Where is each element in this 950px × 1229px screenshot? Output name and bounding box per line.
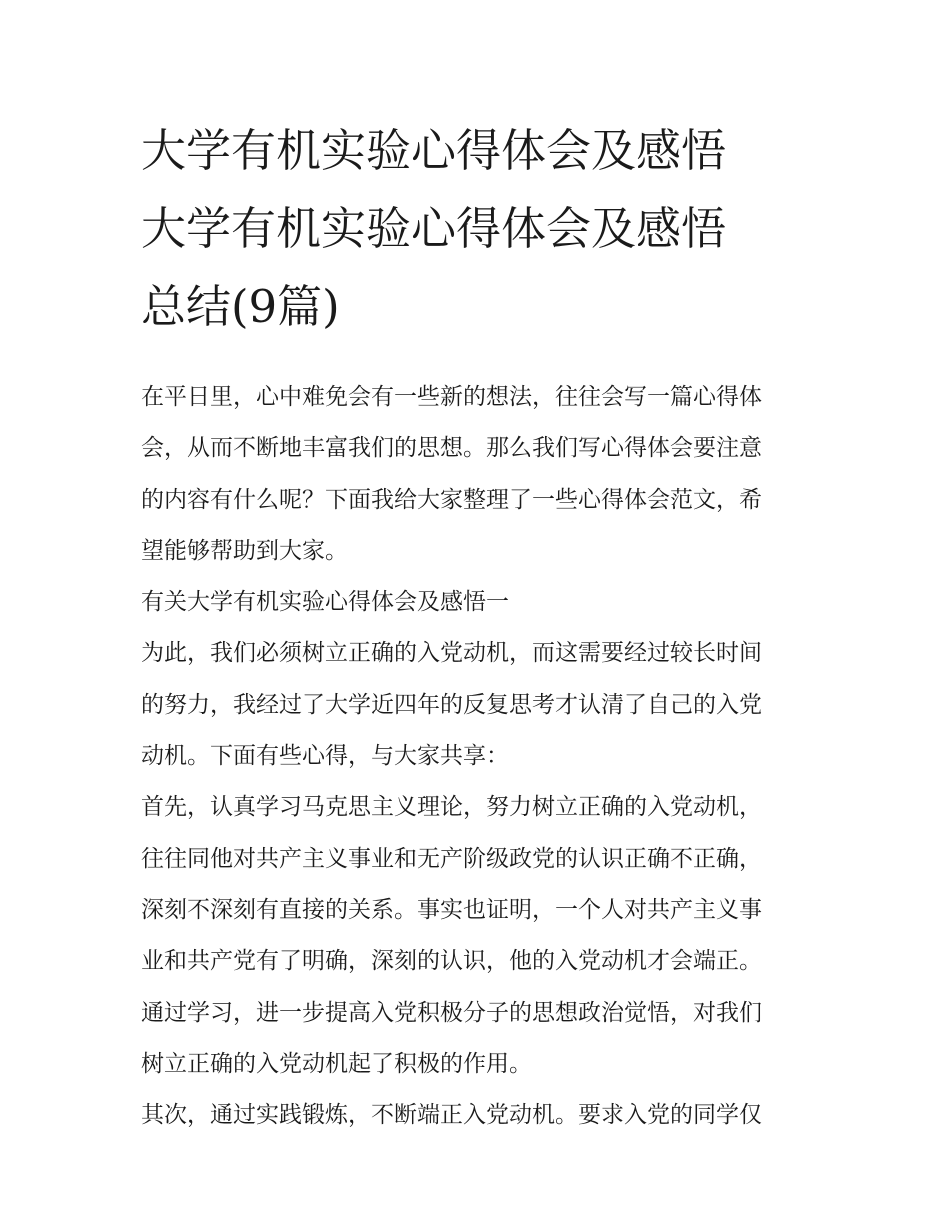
title-line-2: 大学有机实验心得体会及感悟 [141, 202, 727, 255]
text-line: 首先，认真学习马克思主义理论，努力树立正确的入党动机， [141, 794, 762, 821]
text-line: 会，从而不断地丰富我们的思想。那么我们写心得体会要注意 [141, 435, 762, 462]
text-line: 有关大学有机实验心得体会及感悟一 [141, 589, 509, 616]
document-body [141, 372, 813, 1141]
title-line-3: 总结(9篇) [141, 280, 340, 333]
text-line: 动机。下面有些心得，与大家共享： [141, 743, 509, 770]
title-line-1: 大学有机实验心得体会及感悟 [141, 124, 727, 177]
document-content [141, 112, 813, 1141]
text-line: 的努力，我经过了大学近四年的反复思考才认清了自己的入党 [141, 691, 762, 718]
section-heading [141, 577, 813, 628]
text-line: 为此，我们必须树立正确的入党动机，而这需要经过较长时间 [141, 640, 762, 667]
text-line: 的内容有什么呢？下面我给大家整理了一些心得体会范文，希 [141, 486, 762, 513]
document-title [141, 112, 813, 346]
text-line: 业和共产党有了明确，深刻的认识，他的入党动机才会端正。 [141, 948, 762, 975]
text-line: 深刻不深刻有直接的关系。事实也证明，一个人对共产主义事 [141, 896, 762, 923]
paragraph-first [141, 782, 813, 1090]
text-line: 其次，通过实践锻炼，不断端正入党动机。要求入党的同学仅 [141, 1102, 762, 1129]
paragraph-motivation [141, 628, 813, 782]
text-line: 通过学习，进一步提高入党积极分子的思想政治觉悟，对我们 [141, 999, 762, 1026]
text-line: 往往同他对共产主义事业和无产阶级政党的认识正确不正确， [141, 845, 762, 872]
intro-paragraph [141, 372, 813, 577]
text-line: 望能够帮助到大家。 [141, 537, 348, 564]
text-line: 在平日里，心中难免会有一些新的想法，往往会写一篇心得体 [141, 384, 762, 410]
text-line: 树立正确的入党动机起了积极的作用。 [141, 1050, 532, 1077]
paragraph-second [141, 1090, 813, 1141]
